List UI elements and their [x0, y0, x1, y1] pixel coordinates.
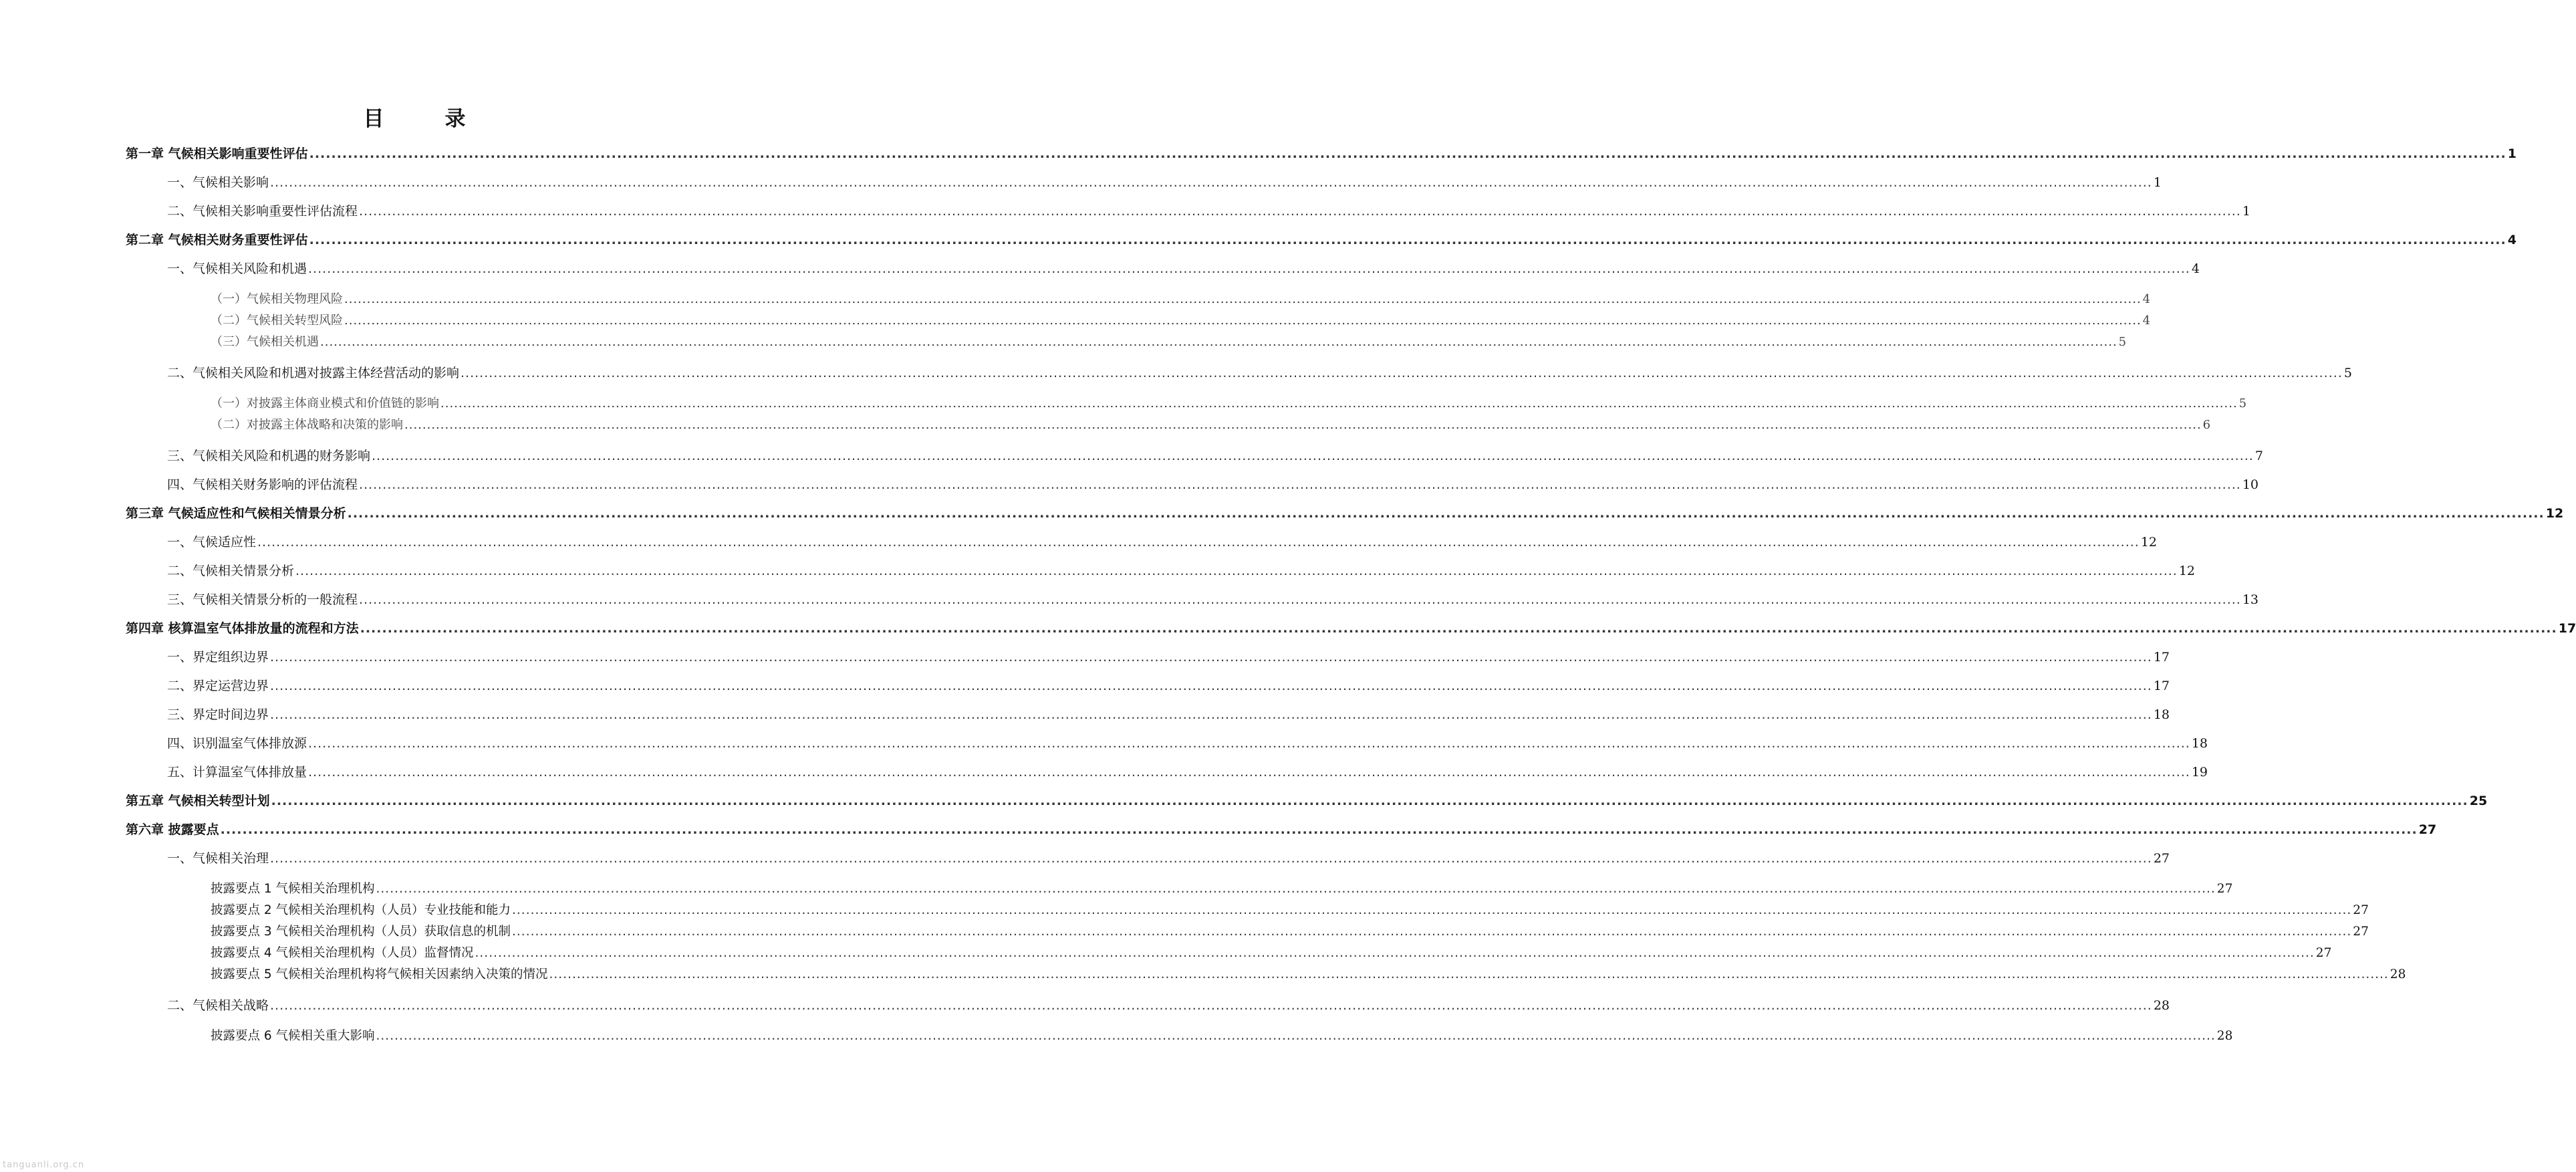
toc-entry-label: 三、界定时间边界 [167, 707, 269, 722]
toc-entry-page: 1 [2153, 175, 2162, 190]
toc-entry-label: 三、气候相关风险和机遇的财务影响 [167, 449, 371, 463]
toc-dot-leader: ................................................................................................................................................................................................................................................................................................................................................................................................................ [347, 506, 2545, 521]
toc-entry[interactable] [211, 311, 2151, 331]
toc-entry[interactable] [126, 230, 2517, 250]
toc-entry[interactable] [167, 561, 2196, 581]
toc-dot-leader: ................................................................................................................................................................................................................................................................................................................................................................................................................ [270, 650, 2152, 665]
toc-entry-page: 5 [2238, 396, 2247, 411]
toc-entry-page: 12 [2545, 506, 2564, 521]
toc-dot-leader: ................................................................................................................................................................................................................................................................................................................................................................................................................ [344, 314, 2142, 328]
toc-entry-page: 4 [2142, 314, 2151, 328]
toc-entry-page: 17 [2558, 621, 2576, 636]
toc-dot-leader: ................................................................................................................................................................................................................................................................................................................................................................................................................ [308, 765, 2190, 780]
toc-entry-label: 二、气候相关情景分析 [167, 564, 295, 578]
toc-entry-page: 28 [2390, 967, 2406, 981]
toc-entry[interactable] [167, 532, 2158, 552]
toc-dot-leader: ................................................................................................................................................................................................................................................................................................................................................................................................................ [360, 621, 2557, 636]
toc-entry-page: 27 [2353, 925, 2369, 939]
toc-entry-page: 1 [2507, 146, 2517, 161]
toc-dot-leader: ................................................................................................................................................................................................................................................................................................................................................................................................................ [359, 477, 2241, 492]
toc-dot-leader: ................................................................................................................................................................................................................................................................................................................................................................................................................ [549, 967, 2389, 981]
toc-dot-leader: ................................................................................................................................................................................................................................................................................................................................................................................................................ [270, 679, 2152, 693]
toc-entry[interactable] [211, 965, 2406, 985]
toc-entry-page: 4 [2507, 233, 2517, 247]
toc-dot-leader: ................................................................................................................................................................................................................................................................................................................................................................................................................ [270, 998, 2152, 1013]
toc-entry-label: 二、气候相关影响重要性评估流程 [167, 204, 358, 219]
toc-entry-page: 28 [2216, 1029, 2233, 1043]
toc-dot-leader: ................................................................................................................................................................................................................................................................................................................................................................................................................ [270, 707, 2152, 722]
toc-entry-page: 17 [2153, 650, 2170, 665]
toc-entry-page: 7 [2255, 449, 2263, 463]
toc-entry[interactable] [211, 943, 2332, 963]
toc-entry[interactable] [211, 879, 2233, 899]
toc-entry[interactable] [211, 922, 2369, 942]
toc-entry[interactable] [167, 995, 2170, 1016]
toc-entry-label: 第四章 核算温室气体排放量的流程和方法 [126, 621, 359, 636]
toc-entry-page: 6 [2202, 418, 2211, 432]
toc-entry-label: 一、界定组织边界 [167, 650, 269, 665]
toc-entry[interactable] [167, 705, 2170, 725]
toc-entry-label: 一、气候适应性 [167, 535, 257, 550]
toc-entry-page: 27 [2216, 882, 2233, 896]
toc-dot-leader: ................................................................................................................................................................................................................................................................................................................................................................................................................ [440, 396, 2238, 411]
toc-entry-label: 披露要点 3 气候相关治理机构（人员）获取信息的机制 [211, 925, 511, 939]
toc-entry-page: 4 [2142, 292, 2151, 306]
toc-dot-leader: ................................................................................................................................................................................................................................................................................................................................................................................................................ [270, 175, 2152, 190]
toc-entry[interactable] [167, 848, 2170, 868]
toc-dot-leader: ................................................................................................................................................................................................................................................................................................................................................................................................................ [512, 903, 2352, 917]
toc-dot-leader: ................................................................................................................................................................................................................................................................................................................................................................................................................ [271, 794, 2468, 808]
toc-dot-leader: ................................................................................................................................................................................................................................................................................................................................................................................................................ [359, 592, 2241, 607]
toc-entry-label: （二）对披露主体战略和决策的影响 [211, 418, 403, 432]
toc-entry-label: （一）气候相关物理风险 [211, 292, 343, 306]
toc-entry-label: （二）气候相关转型风险 [211, 314, 343, 328]
toc-dot-leader: ................................................................................................................................................................................................................................................................................................................................................................................................................ [309, 233, 2506, 247]
toc-entry-label: 三、气候相关情景分析的一般流程 [167, 592, 358, 607]
toc-entry-label: 第六章 披露要点 [126, 822, 219, 837]
toc-entry-page: 27 [2153, 851, 2170, 866]
toc-entry-label: 披露要点 4 气候相关治理机构（人员）监督情况 [211, 946, 474, 960]
toc-entry-page: 10 [2242, 477, 2259, 492]
toc-entry-label: 披露要点 1 气候相关治理机构 [211, 882, 375, 896]
toc-entry[interactable] [167, 676, 2170, 696]
toc-entry-page: 17 [2153, 679, 2170, 693]
toc-entry-page: 13 [2242, 592, 2259, 607]
toc-entry[interactable] [167, 172, 2162, 193]
toc-entry-label: 二、界定运营边界 [167, 679, 269, 693]
toc-entry-label: 五、计算温室气体排放量 [167, 765, 307, 780]
toc-entry[interactable] [167, 446, 2263, 466]
toc-dot-leader: ................................................................................................................................................................................................................................................................................................................................................................................................................ [309, 146, 2506, 161]
toc-entry-label: 二、气候相关战略 [167, 998, 269, 1013]
toc-entry[interactable] [167, 363, 2352, 383]
toc-entry-label: 一、气候相关影响 [167, 175, 269, 190]
toc-entry[interactable] [167, 762, 2208, 782]
toc-entry-label: 第一章 气候相关影响重要性评估 [126, 146, 308, 161]
toc-entry[interactable] [126, 144, 2517, 164]
toc-entry-page: 19 [2191, 765, 2208, 780]
toc-entry-page: 27 [2418, 822, 2437, 837]
toc-dot-leader: ................................................................................................................................................................................................................................................................................................................................................................................................................ [270, 851, 2152, 866]
toc-entry-page: 4 [2191, 261, 2200, 276]
toc-dot-leader: ................................................................................................................................................................................................................................................................................................................................................................................................................ [308, 261, 2190, 276]
page-title: 目 录 [363, 107, 486, 131]
toc-entry[interactable] [126, 791, 2488, 811]
toc-entry-label: 四、气候相关财务影响的评估流程 [167, 477, 358, 492]
toc-entry-label: 第三章 气候适应性和气候相关情景分析 [126, 506, 346, 521]
toc-entry-label: 披露要点 5 气候相关治理机构将气候相关因素纳入决策的情况 [211, 967, 548, 981]
toc-entry[interactable] [211, 394, 2247, 414]
toc-dot-leader: ................................................................................................................................................................................................................................................................................................................................................................................................................ [295, 564, 2178, 578]
toc-entry[interactable] [211, 415, 2211, 435]
toc-entry[interactable] [211, 332, 2127, 352]
toc-entry[interactable] [126, 820, 2437, 840]
toc-entry-page: 5 [2118, 335, 2127, 349]
toc-entry-label: 披露要点 2 气候相关治理机构（人员）专业技能和能力 [211, 903, 511, 917]
toc-dot-leader: ................................................................................................................................................................................................................................................................................................................................................................................................................ [376, 1029, 2216, 1043]
toc-entry[interactable] [211, 1026, 2233, 1046]
toc-entry-label: 一、气候相关风险和机遇 [167, 261, 307, 276]
toc-entry-label: 第五章 气候相关转型计划 [126, 794, 270, 808]
toc-dot-leader: ................................................................................................................................................................................................................................................................................................................................................................................................................ [475, 946, 2315, 960]
toc-entry-page: 12 [2140, 535, 2158, 550]
toc-entry[interactable] [126, 503, 2564, 523]
toc-entry[interactable] [167, 259, 2200, 279]
toc-entry-page: 1 [2242, 204, 2250, 219]
toc-dot-leader: ................................................................................................................................................................................................................................................................................................................................................................................................................ [308, 736, 2190, 751]
toc-entry[interactable] [167, 647, 2170, 667]
toc-entry[interactable] [167, 475, 2259, 495]
toc-entry-page: 25 [2469, 794, 2488, 808]
toc-entry[interactable] [167, 590, 2259, 610]
toc-entry-page: 5 [2343, 366, 2352, 380]
toc-entry-label: 一、气候相关治理 [167, 851, 269, 866]
toc-dot-leader: ................................................................................................................................................................................................................................................................................................................................................................................................................ [372, 449, 2254, 463]
toc-entry-label: 二、气候相关风险和机遇对披露主体经营活动的影响 [167, 366, 460, 380]
toc-dot-leader: ................................................................................................................................................................................................................................................................................................................................................................................................................ [461, 366, 2343, 380]
toc-entry-label: （一）对披露主体商业模式和价值链的影响 [211, 396, 439, 411]
toc-entry-label: 披露要点 6 气候相关重大影响 [211, 1029, 375, 1043]
toc-entry[interactable] [167, 733, 2208, 753]
toc-dot-leader: ................................................................................................................................................................................................................................................................................................................................................................................................................ [320, 335, 2117, 349]
toc-entry-page: 12 [2178, 564, 2196, 578]
toc-entry-label: 四、识别温室气体排放源 [167, 736, 307, 751]
toc-entry-page: 18 [2153, 707, 2170, 722]
toc-dot-leader: ................................................................................................................................................................................................................................................................................................................................................................................................................ [220, 822, 2418, 837]
toc-entry[interactable] [167, 201, 2250, 221]
toc-entry-page: 28 [2153, 998, 2170, 1013]
toc-entry-page: 27 [2315, 946, 2332, 960]
toc-dot-leader: ................................................................................................................................................................................................................................................................................................................................................................................................................ [512, 925, 2352, 939]
watermark: tanguanli.org.cn [3, 1160, 85, 1170]
toc-entry[interactable] [211, 289, 2151, 310]
toc-entry[interactable] [211, 901, 2369, 921]
toc-dot-leader: ................................................................................................................................................................................................................................................................................................................................................................................................................ [257, 535, 2140, 550]
toc-dot-leader: ................................................................................................................................................................................................................................................................................................................................................................................................................ [359, 204, 2241, 219]
toc-dot-leader: ................................................................................................................................................................................................................................................................................................................................................................................................................ [404, 418, 2202, 432]
toc-entry-label: 第二章 气候相关财务重要性评估 [126, 233, 308, 247]
toc-dot-leader: ................................................................................................................................................................................................................................................................................................................................................................................................................ [376, 882, 2216, 896]
toc-entry-label: （三）气候相关机遇 [211, 335, 319, 349]
toc-dot-leader: ................................................................................................................................................................................................................................................................................................................................................................................................................ [344, 292, 2142, 306]
toc-entry[interactable] [126, 618, 2576, 638]
toc-entry-page: 27 [2353, 903, 2369, 917]
toc-entry-page: 18 [2191, 736, 2208, 751]
